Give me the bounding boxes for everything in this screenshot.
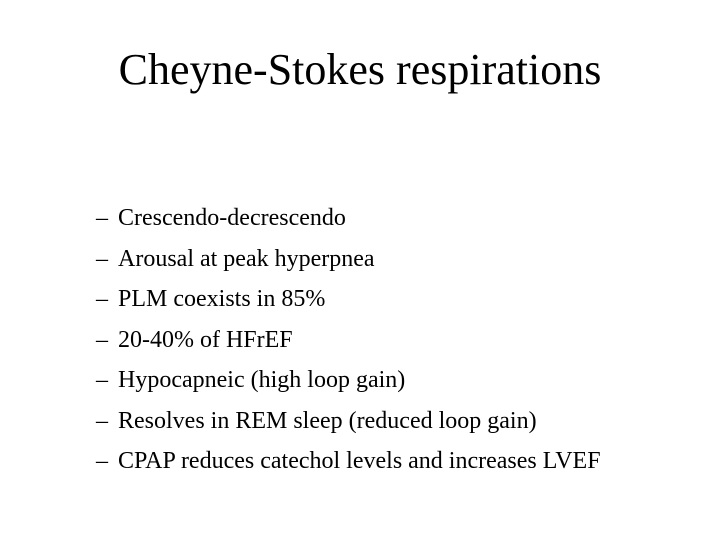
slide-title: Cheyne-Stokes respirations <box>118 45 602 94</box>
bullet-item <box>96 441 656 482</box>
bullet-text: PLM coexists in 85% <box>118 286 326 312</box>
bullet-marker: – <box>96 286 108 312</box>
bullet-marker: – <box>96 205 108 231</box>
bullet-item <box>96 401 656 442</box>
bullet-item <box>96 198 656 239</box>
bullet-list <box>96 198 656 482</box>
bullet-item <box>96 320 656 361</box>
bullet-marker: – <box>96 448 108 474</box>
bullet-item <box>96 279 656 320</box>
bullet-text: Arousal at peak hyperpnea <box>118 245 375 272</box>
bullet-text: Resolves in REM sleep (reduced loop gain) <box>118 407 537 434</box>
bullet-text: CPAP reduces catechol levels and increases LVEF <box>118 448 601 474</box>
bullet-marker: – <box>96 367 108 393</box>
bullet-marker: – <box>96 407 108 434</box>
bullet-marker: – <box>96 245 108 272</box>
bullet-item <box>96 360 656 401</box>
bullet-marker: – <box>96 326 108 353</box>
bullet-text: 20-40% of HFrEF <box>118 326 293 353</box>
bullet-text: Hypocapneic (high loop gain) <box>118 367 406 393</box>
bullet-text: Crescendo-decrescendo <box>118 205 346 231</box>
bullet-item <box>96 239 656 280</box>
